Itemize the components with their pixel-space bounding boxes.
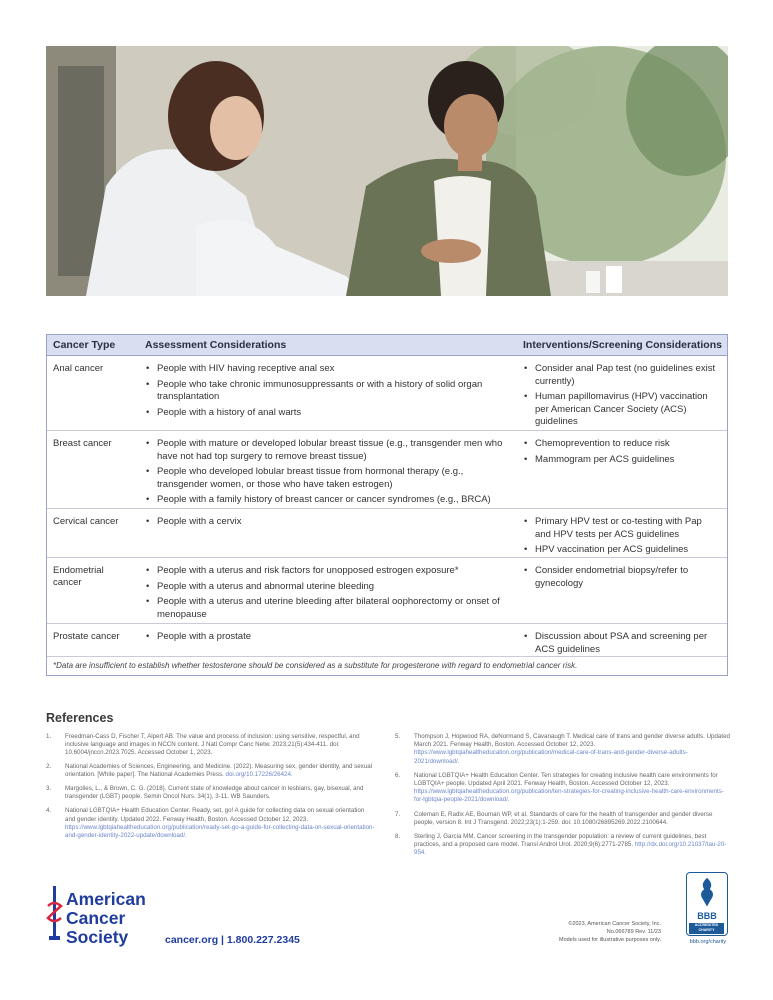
legal-line: Models used for illustrative purposes only. bbox=[558, 937, 661, 943]
assessment-list bbox=[145, 516, 505, 532]
assessment-list bbox=[145, 631, 505, 647]
reference-number: 4. bbox=[46, 807, 52, 815]
header-cancer-type: Cancer Type bbox=[53, 339, 116, 351]
reference-text: Freedman-Cass D, Fischer T, Alpert AB. The value and process of inclusion: using sensitive, respectful, and inclusive language and images in NCCN content. J Natl Compr Canc Netw. 2023;21(5):434-411. doi: 10.6004/jnccn.2023.7025. Accessed October 1, 2023. bbox=[65, 733, 360, 757]
assessment-list bbox=[145, 438, 505, 510]
reference-number: 3. bbox=[46, 785, 52, 793]
table-row bbox=[47, 624, 727, 657]
reference-item bbox=[395, 772, 730, 805]
table-row bbox=[47, 356, 727, 431]
list-item: • Chemoprevention to reduce risk bbox=[523, 438, 719, 451]
list-item: • People with a uterus and risk factors for unopposed estrogen exposure* bbox=[145, 565, 505, 578]
table-row bbox=[47, 509, 727, 558]
legal-line: No.066789 Rev. 11/23 bbox=[606, 929, 661, 935]
table-row bbox=[47, 431, 727, 509]
list-item: • People who take chronic immunosuppressants or with a history of solid organ transplantation bbox=[145, 379, 505, 404]
reference-number: 2. bbox=[46, 762, 52, 770]
list-item: • People with a uterus and abnormal uterine bleeding bbox=[145, 581, 505, 594]
header-interventions: Interventions/Screening Considerations bbox=[523, 339, 722, 351]
screening-table bbox=[46, 334, 728, 676]
list-item: • People who developed lobular breast tissue from hormonal therapy (e.g., transgender women, or those who have taken estrogen) bbox=[145, 466, 505, 491]
hero-photo bbox=[46, 46, 728, 296]
acs-logo-text bbox=[66, 890, 146, 947]
cancer-type-cell: Anal cancer bbox=[53, 363, 104, 374]
cancer-type-cell: Cervical cancer bbox=[53, 516, 119, 527]
list-item: • Primary HPV test or co-testing with Pap and HPV tests per ACS guidelines bbox=[523, 516, 719, 541]
reference-number: 8. bbox=[395, 833, 401, 841]
interventions-list bbox=[523, 438, 719, 469]
list-item: • Discussion about PSA and screening per ACS guidelines bbox=[523, 631, 719, 656]
reference-item bbox=[46, 733, 376, 758]
list-item: • People with a family history of breast cancer or cancer syndromes (e.g., BRCA) bbox=[145, 494, 505, 507]
reference-item bbox=[46, 807, 376, 840]
header-assessment: Assessment Considerations bbox=[145, 339, 287, 351]
references-column-left bbox=[46, 733, 376, 846]
list-item: • Consider endometrial biopsy/refer to gynecology bbox=[523, 565, 719, 590]
legal-line: ©2023, American Cancer Society, Inc. bbox=[568, 921, 661, 927]
table-footnote: *Data are insufficient to establish whether testosterone should be considered as a substitute for progesterone with regard to endometrial cancer risk. bbox=[53, 661, 578, 670]
reference-text: National LGBTQIA+ Health Education Center. Ten strategies for creating inclusive health care environments for LGBTQIA+ people. Updated April 2021. Fenway Health, Boston. Accessed October 12, 2023. bbox=[414, 771, 718, 788]
reference-number: 7. bbox=[395, 810, 401, 818]
bbb-url[interactable]: bbb.org/charity bbox=[689, 939, 727, 945]
reference-text: National LGBTQIA+ Health Education Center. Ready, set, go! A guide for collecting data on sexual orientation and gender identity. Updated 2022. Fenway Health, Boston. Accessed October 12, 2023. bbox=[65, 807, 365, 823]
interventions-list bbox=[523, 363, 719, 432]
interventions-list bbox=[523, 631, 719, 659]
reference-text: Margolies, L., & Brown, C. G. (2018). Current state of knowledge about cancer in lesbians, gay, bisexual, and transgender (LGBT) people. Semin Oncol Nurs. 34(1), 3-11. WB Saunders. bbox=[65, 785, 364, 801]
cancer-type-cell: Breast cancer bbox=[53, 438, 112, 449]
reference-link[interactable]: https://www.lgbtqiahealtheducation.org/publication/ready-set-go-a-guide-for-collecting-data-on-sexual-orientation-and-gender-identity-2022-update/download/. bbox=[65, 823, 375, 840]
reference-item bbox=[395, 733, 730, 766]
cancer-type-cell: Endometrial cancer bbox=[53, 565, 104, 588]
reference-item bbox=[395, 811, 730, 827]
reference-link[interactable]: https://www.lgbtqiahealtheducation.org/publication/medical-care-of-trans-and-gender-diverse-adults-2021/download/. bbox=[414, 749, 688, 765]
interventions-list bbox=[523, 565, 719, 593]
list-item: • Mammogram per ACS guidelines bbox=[523, 454, 719, 467]
reference-item bbox=[46, 763, 376, 779]
legal-notice bbox=[520, 920, 661, 944]
reference-number: 6. bbox=[395, 771, 401, 779]
reference-text: Coleman E, Radix AE, Bouman WP, et al. Standards of care for the health of transgender and gender diverse people, version 8. Int J Transgend. 2022;23(1):1-259. doi: 10.1080/26895269.2022.2100644. bbox=[414, 810, 713, 826]
table-row bbox=[47, 558, 727, 624]
bbb-label: BBB bbox=[697, 911, 717, 921]
list-item: • HPV vaccination per ACS guidelines bbox=[523, 544, 719, 557]
reference-text: Thompson J, Hopwood RA, deNormand S, Cavanaugh T. Medical care of trans and gender diverse adults. Updated March 2021. Fenway Health, Boston. Accessed October 12, 2023. bbox=[414, 733, 730, 749]
reference-text: National Academies of Sciences, Engineering, and Medicine. (2022). Measuring sex, gender identity, and sexual orientation. [White paper]. The National Academies Press. bbox=[65, 762, 373, 778]
assessment-list bbox=[145, 363, 505, 422]
reference-link[interactable]: https://www.lgbtqiahealtheducation.org/publication/ten-strategies-for-creating-inclusive-health-care-environments-for-lgbtqia-people-2021/download/. bbox=[414, 788, 724, 804]
list-item: • People with mature or developed lobular breast tissue (e.g., transgender men who have not had top surgery to remove breast tissue) bbox=[145, 438, 505, 463]
references-column-right bbox=[395, 733, 730, 864]
reference-item bbox=[395, 833, 730, 858]
list-item: • People with a prostate bbox=[145, 631, 505, 644]
list-item: • People with a uterus and uterine bleeding after bilateral oophorectomy or onset of menopause bbox=[145, 596, 505, 621]
references-title: References bbox=[46, 711, 114, 725]
reference-number: 1. bbox=[46, 733, 52, 740]
assessment-list bbox=[145, 565, 505, 624]
list-item: • People with a history of anal warts bbox=[145, 407, 505, 420]
reference-item bbox=[46, 785, 376, 801]
reference-link[interactable]: doi.org/10.17226/26424. bbox=[225, 770, 293, 778]
list-item: • Consider anal Pap test (no guidelines exist currently) bbox=[523, 363, 719, 388]
list-item: • People with HIV having receptive anal sex bbox=[145, 363, 505, 376]
reference-link[interactable]: http://dx.doi.org/10.21037/tau-20-954. bbox=[414, 841, 727, 857]
bbb-accredited-band: ACCREDITED CHARITY bbox=[689, 923, 724, 934]
list-item: • Human papillomavirus (HPV) vaccination per American Cancer Society (ACS) guidelines bbox=[523, 391, 719, 429]
contact-info[interactable]: cancer.org | 1.800.227.2345 bbox=[165, 934, 300, 946]
interventions-list bbox=[523, 516, 719, 560]
table-header bbox=[47, 335, 727, 356]
bbb-seal bbox=[686, 872, 728, 936]
reference-number: 5. bbox=[395, 733, 401, 740]
cancer-type-cell: Prostate cancer bbox=[53, 631, 120, 642]
logo-word: Society bbox=[66, 927, 129, 947]
reference-text: Sterling J, Garcia MM. Cancer screening in the transgender population: a review of current guidelines, best practices, and a proposed care model. Transl Androl Urol. 2020;9(6):2771-2785. bbox=[414, 833, 707, 849]
logo-word: Cancer bbox=[66, 908, 126, 928]
list-item: • People with a cervix bbox=[145, 516, 505, 529]
logo-word: American bbox=[66, 889, 146, 909]
clinic-consultation-photo bbox=[46, 46, 728, 296]
